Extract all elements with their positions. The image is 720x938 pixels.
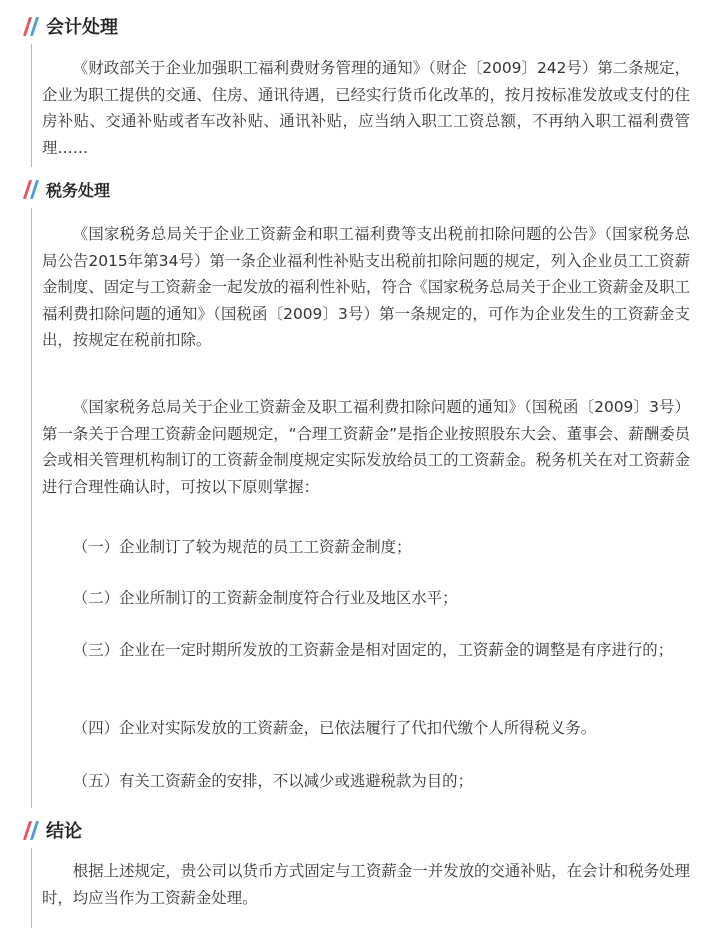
list-item-text: （三）企业在一定时期所发放的工资薪金是相对固定的，工资薪金的调整是有序进行的； <box>72 641 674 659</box>
section-divider-line <box>31 208 32 808</box>
section-body-accounting <box>42 55 690 161</box>
list-item-text: （四）企业对实际发放的工资薪金，已依法履行了代扣代缴个人所得税义务。 <box>72 719 597 737</box>
section-body-tax <box>42 221 690 354</box>
slash-mark-icon <box>22 177 44 201</box>
section-divider-line <box>31 848 32 928</box>
paragraph: 《国家税务总局关于企业工资薪金和职工福利费等支出税前扣除问题的公告》（国家税务总局公告2015年第34号）第一条企业福利性补贴支出税前扣除问题的规定，列入企业员工工资薪金制度、固定与工资薪金一起发放的福利性补贴，符合《国家税务总局关于企业工资薪金及职工福利费扣除问题的通知》（国税函〔2009〕3号）第一条规定的，可作为企业发生的工资薪金支出，按规定在税前扣除。 <box>42 225 690 349</box>
list-item-text: （五）有关工资薪金的安排，不以减少或逃避税款为目的； <box>72 772 473 790</box>
list-item <box>42 637 690 664</box>
list-item-text: （二）企业所制订的工资薪金制度符合行业及地区水平； <box>72 589 458 607</box>
section-divider-line <box>31 44 32 167</box>
list-item <box>42 715 690 742</box>
section-title: 结论 <box>46 821 82 842</box>
list-item <box>42 768 690 795</box>
list-item-text: （一）企业制订了较为规范的员工工资薪金制度； <box>72 538 412 556</box>
section-heading-tax <box>22 174 110 204</box>
list-item <box>42 585 690 612</box>
paragraph: 根据上述规定，贵公司以货币方式固定与工资薪金一并发放的交通补贴，在会计和税务处理时，均应当作为工资薪金处理。 <box>42 862 690 907</box>
paragraph: 《国家税务总局关于企业工资薪金及职工福利费扣除问题的通知》（国税函〔2009〕3号）第一条关于合理工资薪金问题规定，“合理工资薪金”是指企业按照股东大会、董事会、薪酬委员会或相关管理机构制订的工资薪金制度规定实际发放给员工的工资薪金。税务机关在对工资薪金进行合理性确认时，可按以下原则掌握： <box>42 398 690 496</box>
section-body-tax <box>42 394 690 500</box>
section-body-conclusion <box>42 858 690 911</box>
slash-mark-icon <box>22 818 44 842</box>
section-title: 税务处理 <box>46 180 111 200</box>
slash-mark-icon <box>22 14 44 38</box>
section-title: 会计处理 <box>46 17 118 38</box>
section-heading-conclusion <box>22 815 82 845</box>
section-heading-accounting <box>22 11 118 41</box>
list-item <box>42 534 690 561</box>
paragraph: 《财政部关于企业加强职工福利费财务管理的通知》（财企〔2009〕242号）第二条规定，企业为职工提供的交通、住房、通讯待遇，已经实行货币化改革的，按月按标准发放或支付的住房补贴、交通补贴或者车改补贴、通讯补贴，应当纳入职工工资总额，不再纳入职工福利费管理…… <box>42 59 690 157</box>
